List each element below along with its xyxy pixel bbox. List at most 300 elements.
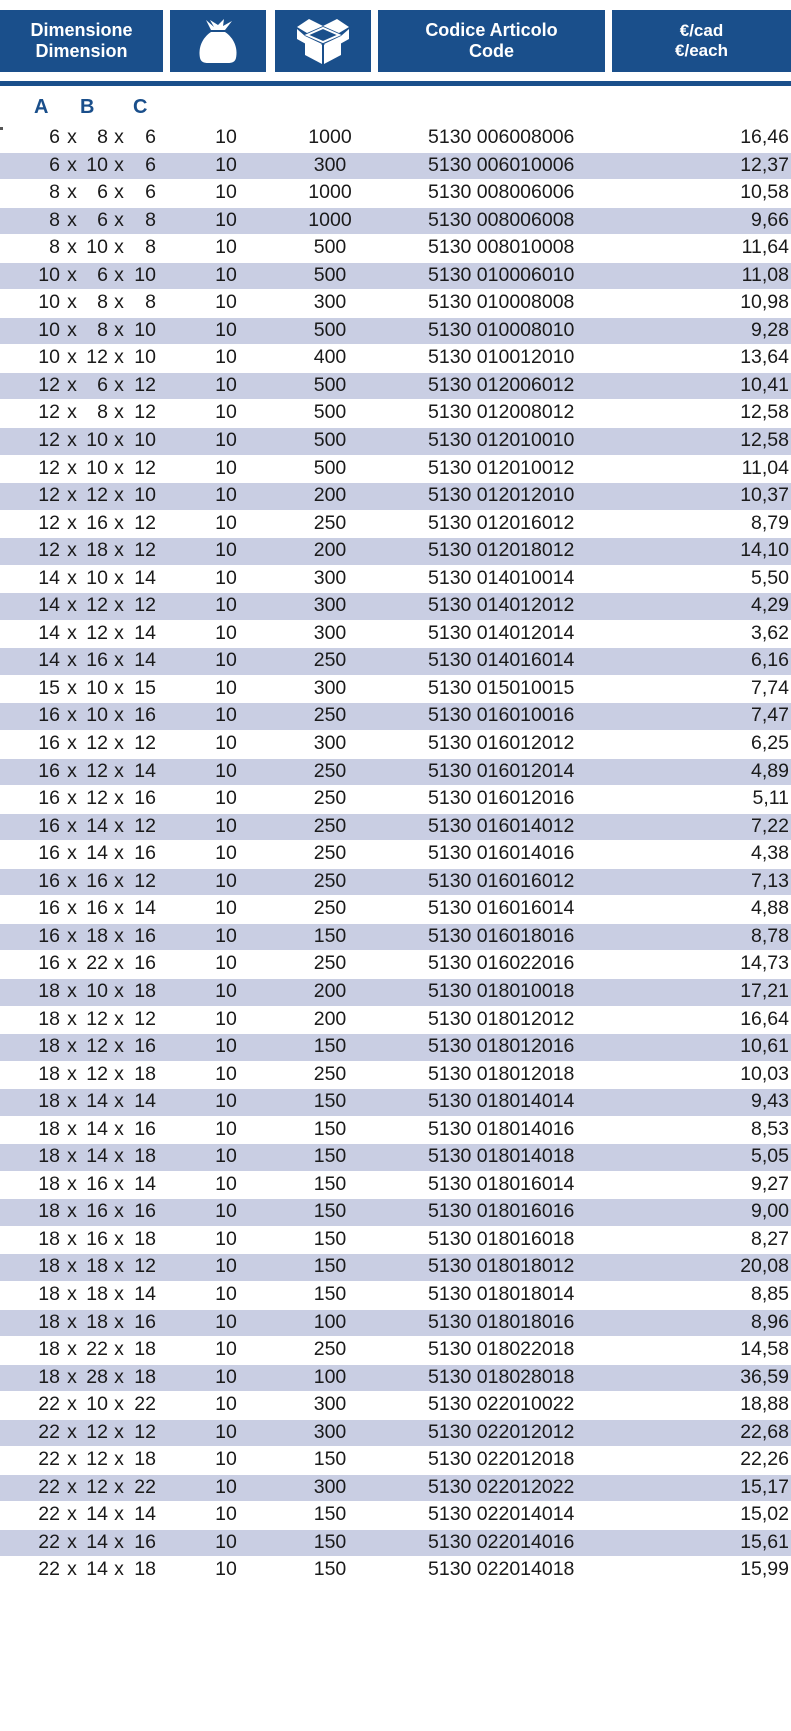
unit-price: 12,58: [740, 429, 789, 452]
article-code: 5130 022014016: [428, 1530, 575, 1553]
dimension-separator: x: [114, 291, 124, 314]
dimension-separator: x: [67, 1282, 77, 1305]
dimension-separator: x: [67, 897, 77, 920]
article-code: 5130 018014014: [428, 1090, 575, 1113]
dimension-a: 22: [38, 1558, 60, 1581]
table-row: [0, 124, 791, 152]
dimension-c: 16: [134, 1310, 156, 1333]
article-code: 5130 015010015: [428, 676, 575, 699]
dimension-c: 10: [134, 484, 156, 507]
unit-price: 15,61: [740, 1530, 789, 1553]
table-row: [0, 1281, 791, 1309]
dimension-separator: x: [67, 1145, 77, 1168]
dimension-a: 15: [38, 676, 60, 699]
dimension-separator: x: [67, 1227, 77, 1250]
dimension-separator: x: [67, 924, 77, 947]
dimension-b: 10: [86, 566, 108, 589]
dimension-separator: x: [67, 732, 77, 755]
box-quantity: 500: [313, 429, 347, 452]
article-code: 5130 008006008: [428, 208, 575, 231]
unit-price: 13,64: [740, 346, 789, 369]
dimension-separator: x: [67, 566, 77, 589]
unit-price: 15,99: [740, 1558, 789, 1581]
dimension-a: 12: [38, 429, 60, 452]
header-divider: [0, 81, 791, 86]
table-row: [0, 978, 791, 1006]
bag-quantity: 10: [215, 539, 237, 562]
table-row: [0, 1446, 791, 1474]
dimension-b: 6: [97, 208, 108, 231]
box-quantity: 300: [313, 291, 347, 314]
dimension-a: 18: [38, 1338, 60, 1361]
dimension-c: 18: [134, 1145, 156, 1168]
bag-quantity: 10: [215, 566, 237, 589]
dimension-b: 8: [97, 291, 108, 314]
dimension-c: 14: [134, 1090, 156, 1113]
box-quantity: 150: [313, 924, 347, 947]
table-header: [0, 0, 791, 88]
box-quantity: 150: [313, 1503, 347, 1526]
dimension-separator: x: [114, 208, 124, 231]
box-quantity: 100: [313, 1310, 347, 1333]
bag-quantity: 10: [215, 1338, 237, 1361]
table-row: [0, 399, 791, 427]
dimension-c: 12: [134, 511, 156, 534]
dimension-c: 18: [134, 1558, 156, 1581]
unit-price: 14,58: [740, 1338, 789, 1361]
dimension-b: 10: [86, 1393, 108, 1416]
dimension-separator: x: [114, 1007, 124, 1030]
article-code: 5130 016012016: [428, 787, 575, 810]
bag-quantity: 10: [215, 181, 237, 204]
article-code: 5130 016022016: [428, 952, 575, 975]
table-row: [0, 1226, 791, 1254]
table-row: [0, 840, 791, 868]
dimension-b: 12: [86, 1062, 108, 1085]
dimension-b: 6: [97, 181, 108, 204]
dimension-c: 16: [134, 1200, 156, 1223]
table-row: [0, 262, 791, 290]
axis-label-b: B: [80, 96, 95, 118]
dimension-separator: x: [67, 1200, 77, 1223]
dimension-b: 16: [86, 1227, 108, 1250]
box-quantity: 100: [313, 1365, 347, 1388]
unit-price: 15,02: [740, 1503, 789, 1526]
dimension-b: 12: [86, 1475, 108, 1498]
unit-price: 7,22: [751, 814, 789, 837]
dimension-c: 12: [134, 373, 156, 396]
dimension-b: 22: [86, 952, 108, 975]
dimension-a: 18: [38, 1255, 60, 1278]
bag-quantity: 10: [215, 924, 237, 947]
dimension-c: 14: [134, 759, 156, 782]
dimension-a: 22: [38, 1448, 60, 1471]
bag-quantity: 10: [215, 126, 237, 148]
dimension-a: 12: [38, 373, 60, 396]
dimension-b: 10: [86, 153, 108, 176]
article-code: 5130 022010022: [428, 1393, 575, 1416]
dimension-b: 18: [86, 1255, 108, 1278]
box-quantity: 250: [313, 842, 347, 865]
article-code: 5130 018018012: [428, 1255, 575, 1278]
dimension-separator: x: [67, 318, 77, 341]
bag-icon: [198, 18, 238, 64]
unit-price: 7,47: [751, 704, 789, 727]
article-code: 5130 016014012: [428, 814, 575, 837]
box-quantity: 500: [313, 318, 347, 341]
dimension-separator: x: [114, 429, 124, 452]
table-row: [0, 1006, 791, 1034]
article-code: 5130 022014018: [428, 1558, 575, 1581]
dimension-separator: x: [114, 594, 124, 617]
unit-price: 16,46: [740, 126, 789, 148]
unit-price: 6,25: [751, 732, 789, 755]
box-quantity: 200: [313, 979, 347, 1002]
box-quantity: 250: [313, 897, 347, 920]
dimension-b: 12: [86, 787, 108, 810]
dimension-c: 12: [134, 401, 156, 424]
dimension-separator: x: [67, 621, 77, 644]
dimension-b: 18: [86, 1310, 108, 1333]
dimension-separator: x: [67, 1062, 77, 1085]
dimension-separator: x: [67, 484, 77, 507]
bag-quantity: 10: [215, 1448, 237, 1471]
dimension-separator: x: [67, 979, 77, 1002]
article-code: 5130 022012018: [428, 1448, 575, 1471]
dimension-separator: x: [67, 952, 77, 975]
box-quantity: 500: [313, 236, 347, 259]
box-quantity: 300: [313, 566, 347, 589]
dimension-separator: x: [67, 594, 77, 617]
table-row: [0, 207, 791, 235]
dimension-a: 12: [38, 511, 60, 534]
unit-price: 22,26: [740, 1448, 789, 1471]
bag-quantity: 10: [215, 594, 237, 617]
unit-price: 4,38: [751, 842, 789, 865]
article-code: 5130 018016018: [428, 1227, 575, 1250]
dimension-b: 12: [86, 1007, 108, 1030]
bag-quantity: 10: [215, 787, 237, 810]
dimension-separator: x: [67, 539, 77, 562]
header-price-en: €/each: [675, 41, 728, 60]
table-row: [0, 234, 791, 262]
dimension-separator: x: [67, 208, 77, 231]
unit-price: 20,08: [740, 1255, 789, 1278]
dimension-b: 6: [97, 373, 108, 396]
dimension-separator: x: [114, 649, 124, 672]
box-quantity: 200: [313, 484, 347, 507]
bag-quantity: 10: [215, 1310, 237, 1333]
dimension-a: 22: [38, 1420, 60, 1443]
dimension-b: 14: [86, 1558, 108, 1581]
box-quantity: 150: [313, 1035, 347, 1058]
dimension-separator: x: [114, 1310, 124, 1333]
dimension-separator: x: [114, 759, 124, 782]
bag-quantity: 10: [215, 1062, 237, 1085]
dimension-separator: x: [67, 1503, 77, 1526]
dimension-separator: x: [114, 1558, 124, 1581]
unit-price: 11,04: [741, 456, 789, 479]
table-row: [0, 1501, 791, 1529]
article-code: 5130 022014014: [428, 1503, 575, 1526]
unit-price: 10,37: [740, 484, 789, 507]
dimension-separator: x: [67, 1558, 77, 1581]
header-dimension-it: Dimensione: [30, 20, 133, 40]
table-row: [0, 1419, 791, 1447]
dimension-b: 16: [86, 1200, 108, 1223]
dimension-a: 8: [49, 181, 60, 204]
dimension-axis-labels: [0, 96, 200, 120]
dimension-c: 8: [145, 208, 156, 231]
unit-price: 36,59: [740, 1365, 789, 1388]
bag-quantity: 10: [215, 1007, 237, 1030]
dimension-c: 14: [134, 566, 156, 589]
table-row: [0, 1364, 791, 1392]
table-row: [0, 702, 791, 730]
unit-price: 9,00: [751, 1200, 789, 1223]
dimension-separator: x: [114, 787, 124, 810]
dimension-c: 10: [134, 263, 156, 286]
dimension-a: 18: [38, 1282, 60, 1305]
table-row: [0, 537, 791, 565]
dimension-separator: x: [114, 897, 124, 920]
dimension-separator: x: [67, 787, 77, 810]
dimension-a: 18: [38, 1365, 60, 1388]
dimension-c: 22: [134, 1393, 156, 1416]
box-quantity: 500: [313, 401, 347, 424]
dimension-separator: x: [67, 1310, 77, 1333]
dimension-separator: x: [114, 1393, 124, 1416]
box-quantity: 250: [313, 869, 347, 892]
dimension-a: 16: [38, 759, 60, 782]
unit-price: 8,53: [751, 1117, 789, 1140]
dimension-c: 10: [134, 346, 156, 369]
article-code: 5130 018014018: [428, 1145, 575, 1168]
box-quantity: 150: [313, 1090, 347, 1113]
unit-price: 4,29: [751, 594, 789, 617]
article-code: 5130 016016012: [428, 869, 575, 892]
article-code: 5130 018012012: [428, 1007, 575, 1030]
dimension-separator: x: [114, 236, 124, 259]
unit-price: 9,27: [751, 1172, 789, 1195]
article-code: 5130 016012012: [428, 732, 575, 755]
dimension-b: 16: [86, 897, 108, 920]
bag-quantity: 10: [215, 952, 237, 975]
article-code: 5130 022012022: [428, 1475, 575, 1498]
dimension-separator: x: [114, 1448, 124, 1471]
article-code: 5130 010012010: [428, 346, 575, 369]
dimension-a: 18: [38, 979, 60, 1002]
bag-quantity: 10: [215, 1090, 237, 1113]
dimension-a: 16: [38, 842, 60, 865]
dimension-b: 14: [86, 1530, 108, 1553]
bag-quantity: 10: [215, 1035, 237, 1058]
unit-price: 8,78: [751, 924, 789, 947]
dimension-b: 12: [86, 759, 108, 782]
dimension-separator: x: [67, 373, 77, 396]
table-row: [0, 179, 791, 207]
dimension-c: 14: [134, 1282, 156, 1305]
dimension-b: 8: [97, 126, 108, 148]
dimension-a: 18: [38, 1117, 60, 1140]
table-row: [0, 289, 791, 317]
article-code: 5130 018014016: [428, 1117, 575, 1140]
article-code: 5130 016014016: [428, 842, 575, 865]
article-code: 5130 010008010: [428, 318, 575, 341]
dimension-separator: x: [67, 153, 77, 176]
dimension-separator: x: [67, 814, 77, 837]
box-quantity: 300: [313, 732, 347, 755]
dimension-separator: x: [67, 649, 77, 672]
box-quantity: 250: [313, 759, 347, 782]
dimension-separator: x: [67, 456, 77, 479]
dimension-b: 10: [86, 236, 108, 259]
box-quantity: 150: [313, 1558, 347, 1581]
dimension-separator: x: [114, 1062, 124, 1085]
dimension-c: 18: [134, 1062, 156, 1085]
article-code: 5130 018018016: [428, 1310, 575, 1333]
dimension-a: 14: [38, 649, 60, 672]
dimension-b: 16: [86, 869, 108, 892]
unit-price: 10,03: [740, 1062, 789, 1085]
article-code: 5130 018016016: [428, 1200, 575, 1223]
dimension-a: 6: [49, 153, 60, 176]
bag-quantity: 10: [215, 621, 237, 644]
bag-quantity: 10: [215, 1475, 237, 1498]
dimension-separator: x: [67, 1117, 77, 1140]
bag-quantity: 10: [215, 842, 237, 865]
dimension-separator: x: [67, 1255, 77, 1278]
bag-quantity: 10: [215, 429, 237, 452]
dimension-separator: x: [114, 456, 124, 479]
dimension-a: 14: [38, 594, 60, 617]
article-code: 5130 012010012: [428, 456, 575, 479]
table-row: [0, 1171, 791, 1199]
unit-price: 5,11: [752, 787, 789, 810]
dimension-a: 22: [38, 1393, 60, 1416]
dimension-a: 18: [38, 1007, 60, 1030]
dimension-separator: x: [67, 1393, 77, 1416]
bag-quantity: 10: [215, 456, 237, 479]
dimension-c: 6: [145, 153, 156, 176]
bag-quantity: 10: [215, 1530, 237, 1553]
dimension-separator: x: [67, 126, 77, 148]
dimension-separator: x: [114, 1090, 124, 1113]
box-quantity: 1000: [308, 208, 352, 231]
article-code: 5130 014010014: [428, 566, 575, 589]
unit-price: 10,58: [740, 181, 789, 204]
bag-quantity: 10: [215, 401, 237, 424]
dimension-separator: x: [114, 346, 124, 369]
unit-price: 16,64: [740, 1007, 789, 1030]
dimension-c: 14: [134, 1503, 156, 1526]
table-row: [0, 1143, 791, 1171]
dimension-a: 12: [38, 539, 60, 562]
bag-quantity: 10: [215, 1145, 237, 1168]
article-code: 5130 008006006: [428, 181, 575, 204]
article-code: 5130 018018014: [428, 1282, 575, 1305]
table-row: [0, 1116, 791, 1144]
dimension-c: 14: [134, 897, 156, 920]
bag-quantity: 10: [215, 1282, 237, 1305]
unit-price: 7,13: [751, 869, 789, 892]
unit-price: 9,66: [751, 208, 789, 231]
box-quantity: 150: [313, 1255, 347, 1278]
dimension-b: 10: [86, 456, 108, 479]
dimension-a: 14: [38, 566, 60, 589]
bag-quantity: 10: [215, 318, 237, 341]
dimension-c: 16: [134, 1117, 156, 1140]
dimension-c: 22: [134, 1475, 156, 1498]
table-row: [0, 1474, 791, 1502]
bag-quantity: 10: [215, 484, 237, 507]
box-quantity: 200: [313, 1007, 347, 1030]
dimension-separator: x: [114, 842, 124, 865]
dimension-b: 12: [86, 732, 108, 755]
unit-price: 14,10: [740, 539, 789, 562]
dimension-c: 12: [134, 869, 156, 892]
table-row: [0, 344, 791, 372]
table-row: [0, 785, 791, 813]
dimension-separator: x: [114, 318, 124, 341]
box-quantity: 250: [313, 1062, 347, 1085]
dimension-a: 12: [38, 401, 60, 424]
dimension-b: 8: [97, 318, 108, 341]
dimension-b: 18: [86, 1282, 108, 1305]
dimension-b: 10: [86, 704, 108, 727]
dimension-a: 16: [38, 924, 60, 947]
dimension-c: 8: [145, 236, 156, 259]
dimension-c: 18: [134, 979, 156, 1002]
article-code: 5130 016016014: [428, 897, 575, 920]
table-row: [0, 1309, 791, 1337]
dimension-a: 10: [38, 291, 60, 314]
bag-quantity: 10: [215, 676, 237, 699]
table-row: [0, 1033, 791, 1061]
table-row: [0, 1336, 791, 1364]
table-row: [0, 758, 791, 786]
bag-quantity: 10: [215, 1117, 237, 1140]
dimension-a: 16: [38, 952, 60, 975]
box-quantity: 250: [313, 704, 347, 727]
dimension-c: 12: [134, 814, 156, 837]
dimension-separator: x: [67, 869, 77, 892]
unit-price: 15,17: [740, 1475, 789, 1498]
unit-price: 12,58: [740, 401, 789, 424]
table-row: [0, 482, 791, 510]
unit-price: 8,96: [751, 1310, 789, 1333]
bag-quantity: 10: [215, 1420, 237, 1443]
bag-quantity: 10: [215, 1172, 237, 1195]
dimension-separator: x: [67, 1475, 77, 1498]
box-quantity: 1000: [308, 126, 352, 148]
header-code: [378, 10, 605, 72]
dimension-a: 18: [38, 1227, 60, 1250]
bag-quantity: 10: [215, 1393, 237, 1416]
dimension-c: 14: [134, 1172, 156, 1195]
dimension-c: 12: [134, 456, 156, 479]
box-quantity: 500: [313, 456, 347, 479]
dimension-separator: x: [67, 401, 77, 424]
dimension-b: 6: [97, 263, 108, 286]
box-quantity: 150: [313, 1117, 347, 1140]
header-bag: [170, 10, 266, 72]
dimension-c: 14: [134, 621, 156, 644]
bag-quantity: 10: [215, 373, 237, 396]
dimension-separator: x: [114, 373, 124, 396]
dimension-separator: x: [67, 236, 77, 259]
dimension-c: 12: [134, 732, 156, 755]
